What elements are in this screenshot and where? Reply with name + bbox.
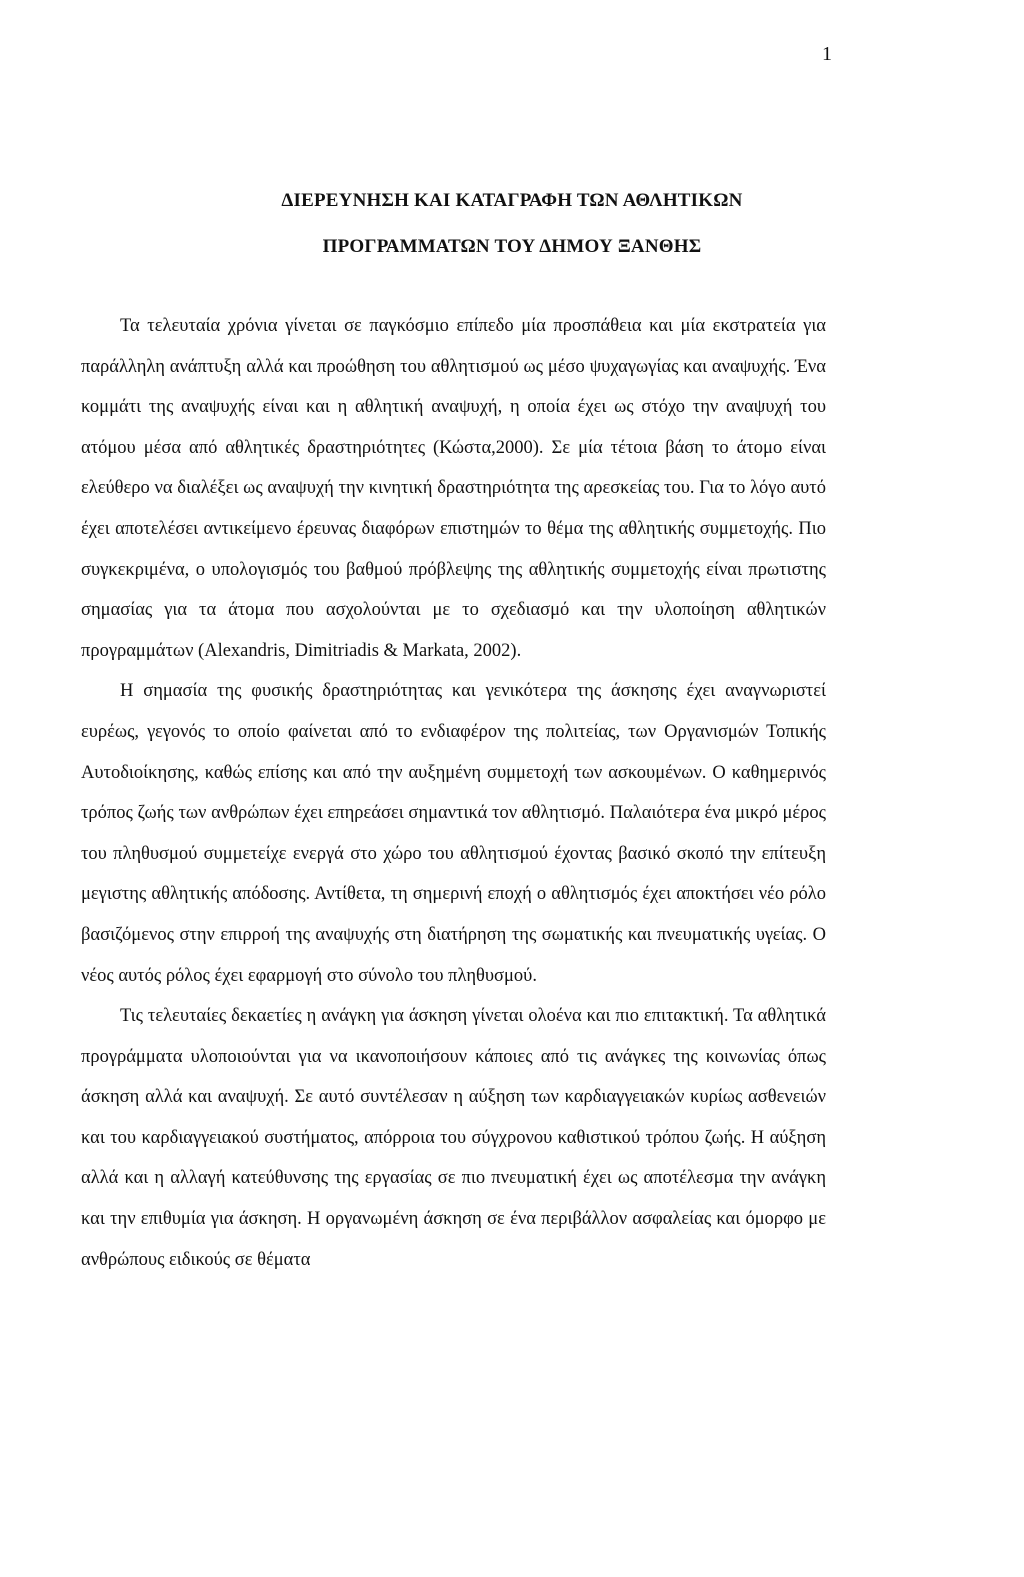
paragraph-1: Τα τελευταία χρόνια γίνεται σε παγκόσμιο επίπεδο μία προσπάθεια και μία εκστρατεία για παράλληλη ανάπτυξη αλλά και προώθηση του αθλητισμού ως μέσο ψυχαγωγίας και αναψυχής. Ένα κομμάτι της αναψυχής είναι και η αθλητική αναψυχή, η οποία έχει ως στόχο την αναψυχή του ατόμου μέσα από αθλητικές δραστηριότητες (Κώστα,2000). Σε μία τέτοια βάση το άτομο είναι ελεύθερο να διαλέξει ως αναψυχή την κινητική δραστηριότητα της αρεσκείας του. Για το λόγο αυτό έχει αποτελέσει αντικείμενο έρευνας διαφόρων επιστημών το θέμα της αθλητικής συμμετοχής. Πιο συγκεκριμένα, ο υπολογισμός του βαθμού πρόβλεψης της αθλητικής συμμετοχής είναι πρωτιστης σημασίας για τα άτομα που ασχολούνται με το σχεδιασμό και την υλοποίηση αθλητικών προγραμμάτων (Alexandris, Dimitriadis & Markata, 2002). (81, 316, 826, 661)
document-title-line-1: ΔΙΕΡΕΥΝΗΣΗ ΚΑΙ ΚΑΤΑΓΡΑΦΗ ΤΩΝ ΑΘΛΗΤΙΚΩΝ (281, 190, 743, 211)
page-number: 1 (822, 43, 832, 65)
paragraph-3: Τις τελευταίες δεκαετίες η ανάγκη για άσκηση γίνεται ολοένα και πιο επιτακτική. Τα αθλητικά προγράμματα υλοποιούνται για να ικανοποιήσουν κάποιες από τις ανάγκες της κοινωνίας όπως άσκηση αλλά και αναψυχή. Σε αυτό συντέλεσαν η αύξηση των καρδιαγγειακών κυρίως ασθενειών και του καρδιαγγειακού συστήματος, απόρροια του σύγχρονου καθιστικού τρόπου ζωής. Η αύξηση αλλά και η αλλαγή κατεύθυνσης της εργασίας σε πιο πνευματική έχει ως αποτέλεσμα την ανάγκη και την επιθυμία για άσκηση. Η οργανωμένη άσκηση σε ένα περιβάλλον ασφαλείας και όμορφο με ανθρώπους ειδικούς σε θέματα (81, 1006, 826, 1270)
paragraph-2: Η σημασία της φυσικής δραστηριότητας και γενικότερα της άσκησης έχει αναγνωριστεί ευρέως, γεγονός το οποίο φαίνεται από το ενδιαφέρον της πολιτείας, των Οργανισμών Τοπικής Αυτοδιοίκησης, καθώς επίσης και από την αυξημένη συμμετοχή των ασκουμένων. Ο καθημερινός τρόπος ζωής των ανθρώπων έχει επηρεάσει σημαντικά τον αθλητισμό. Παλαιότερα ένα μικρό μέρος του πληθυσμού συμμετείχε ενεργά στο χώρο του αθλητισμού έχοντας βασικό σκοπό την επίτευξη μεγιστης αθλητικής απόδοσης. Αντίθετα, τη σημερινή εποχή ο αθλητισμός έχει αποκτήσει νέο ρόλο βασιζόμενος στην επιρροή της αναψυχής στη διατήρηση της σωματικής και πνευματικής υγείας. Ο νέος αυτός ρόλος έχει εφαρμογή στο σύνολο του πληθυσμού. (81, 681, 826, 986)
body-text (81, 306, 826, 1280)
document-title-line-2: ΠΡΟΓΡΑΜΜΑΤΩΝ ΤΟΥ ΔΗΜΟΥ ΞΑΝΘΗΣ (322, 236, 702, 257)
